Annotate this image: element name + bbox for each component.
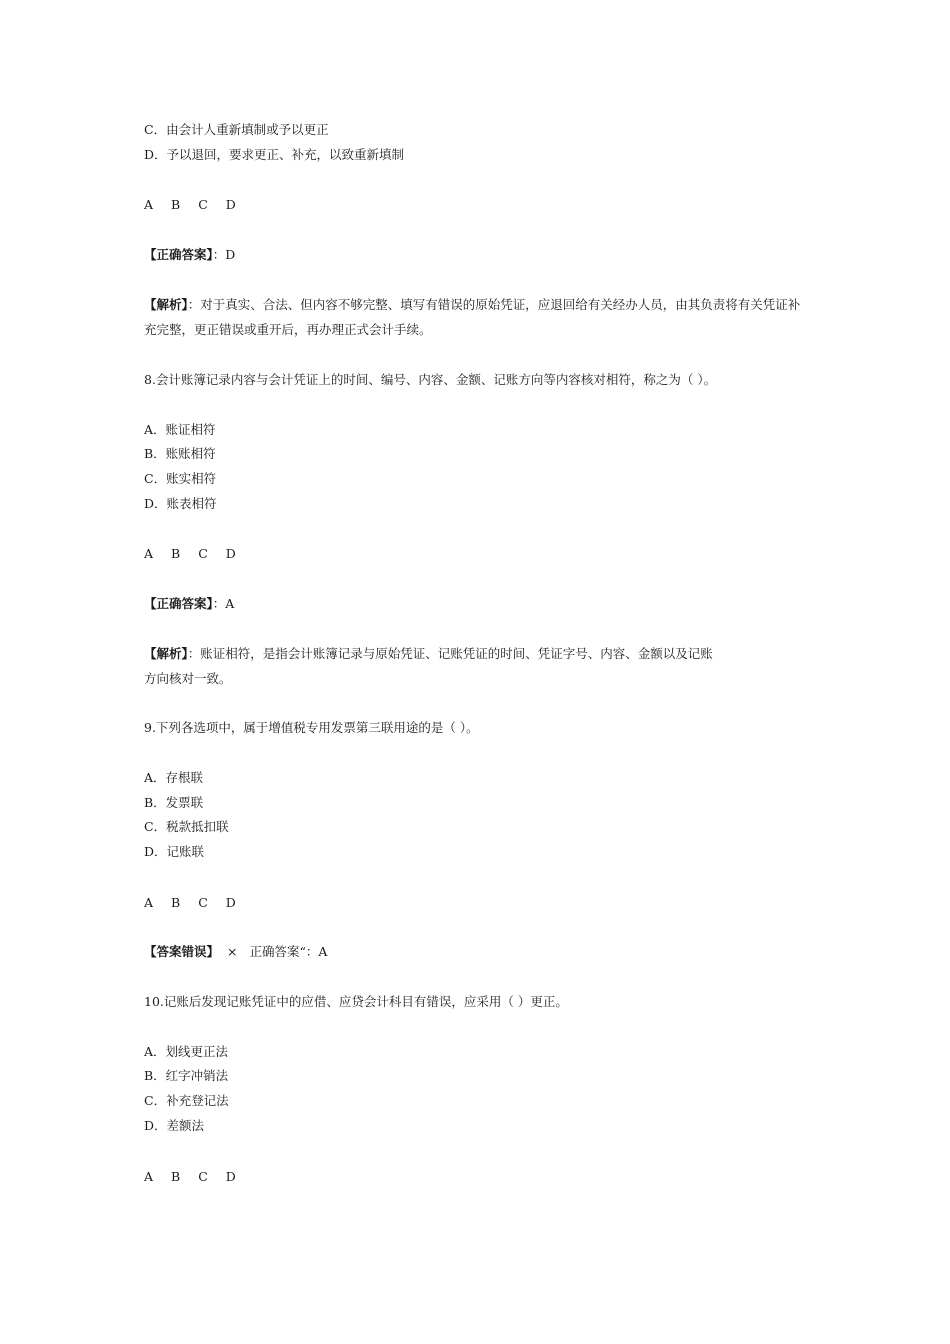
choice-b[interactable]: B <box>171 197 181 212</box>
correct-answer-label: 【正确答案】 <box>144 596 213 611</box>
analysis-text: ：对于真实、合法、但内容不够完整、填写有错误的原始凭证，应退回给有关经办人员，由其负责将有关凭证补 <box>187 297 801 312</box>
correct-answer-value: ：D <box>212 247 236 262</box>
option-c: C．账实相符 <box>144 471 217 486</box>
answer-choices <box>144 894 254 912</box>
choice-a[interactable]: A <box>144 546 154 561</box>
wrong-answer-feedback <box>144 943 327 961</box>
correct-answer <box>144 595 234 613</box>
analysis-label: 【解析】 <box>144 646 188 661</box>
analysis-text: ：账证相符，是指会计账簿记录与原始凭证、记账凭证的时间、凭证字号、内容、金额以及记账 <box>187 646 713 661</box>
option-d: D．账表相符 <box>144 496 217 511</box>
option-b: B．红字冲销法 <box>144 1068 229 1083</box>
choice-a[interactable]: A <box>144 197 154 212</box>
option-c: C．税款抵扣联 <box>144 819 229 834</box>
option-a: A．账证相符 <box>144 422 216 437</box>
option-d: D．予以退回，要求更正、补充，以致重新填制 <box>144 147 405 162</box>
option-b: B．账账相符 <box>144 446 216 461</box>
option-d: D．差额法 <box>144 1118 205 1133</box>
choice-d[interactable]: D <box>225 197 236 212</box>
option-c: C．由会计人重新填制或予以更正 <box>144 122 329 137</box>
answer-choices <box>144 545 254 563</box>
correct-answer-text: 正确答案“：A <box>249 944 328 959</box>
analysis <box>144 645 713 663</box>
choice-d[interactable]: D <box>225 1169 236 1184</box>
choice-d[interactable]: D <box>225 895 236 910</box>
choice-a[interactable]: A <box>144 1169 154 1184</box>
answer-choices <box>144 1168 254 1186</box>
wrong-answer-label: 【答案错误】 <box>144 944 220 959</box>
analysis <box>144 296 800 314</box>
choice-b[interactable]: B <box>171 895 181 910</box>
choice-c[interactable]: C <box>198 197 208 212</box>
analysis-continued: 充完整，更正错误或重开后，再办理正式会计手续。 <box>144 322 432 337</box>
analysis-label: 【解析】 <box>144 297 188 312</box>
choice-a[interactable]: A <box>144 895 154 910</box>
choice-b[interactable]: B <box>171 1169 181 1184</box>
choice-c[interactable]: C <box>198 546 208 561</box>
option-b: B．发票联 <box>144 795 204 810</box>
question-stem: 10.记账后发现记账凭证中的应借、应贷会计科目有错误，应采用（ ）更正。 <box>144 994 568 1009</box>
option-a: A．存根联 <box>144 770 204 785</box>
choice-b[interactable]: B <box>171 546 181 561</box>
choice-c[interactable]: C <box>198 895 208 910</box>
choice-d[interactable]: D <box>225 546 236 561</box>
option-d: D．记账联 <box>144 844 205 859</box>
choice-c[interactable]: C <box>198 1169 208 1184</box>
correct-answer <box>144 246 235 264</box>
correct-answer-label: 【正确答案】 <box>144 247 213 262</box>
wrong-mark-icon: × <box>227 944 238 959</box>
option-a: A．划线更正法 <box>144 1044 229 1059</box>
option-c: C．补充登记法 <box>144 1093 229 1108</box>
question-stem: 8.会计账簿记录内容与会计凭证上的时间、编号、内容、金额、记账方向等内容核对相符，称之为（ ）。 <box>144 372 717 387</box>
correct-answer-value: ：A <box>212 596 235 611</box>
question-stem: 9.下列各选项中，属于增值税专用发票第三联用途的是（ ）。 <box>144 720 479 735</box>
answer-choices <box>144 196 254 214</box>
analysis-continued: 方向核对一致。 <box>144 671 232 686</box>
